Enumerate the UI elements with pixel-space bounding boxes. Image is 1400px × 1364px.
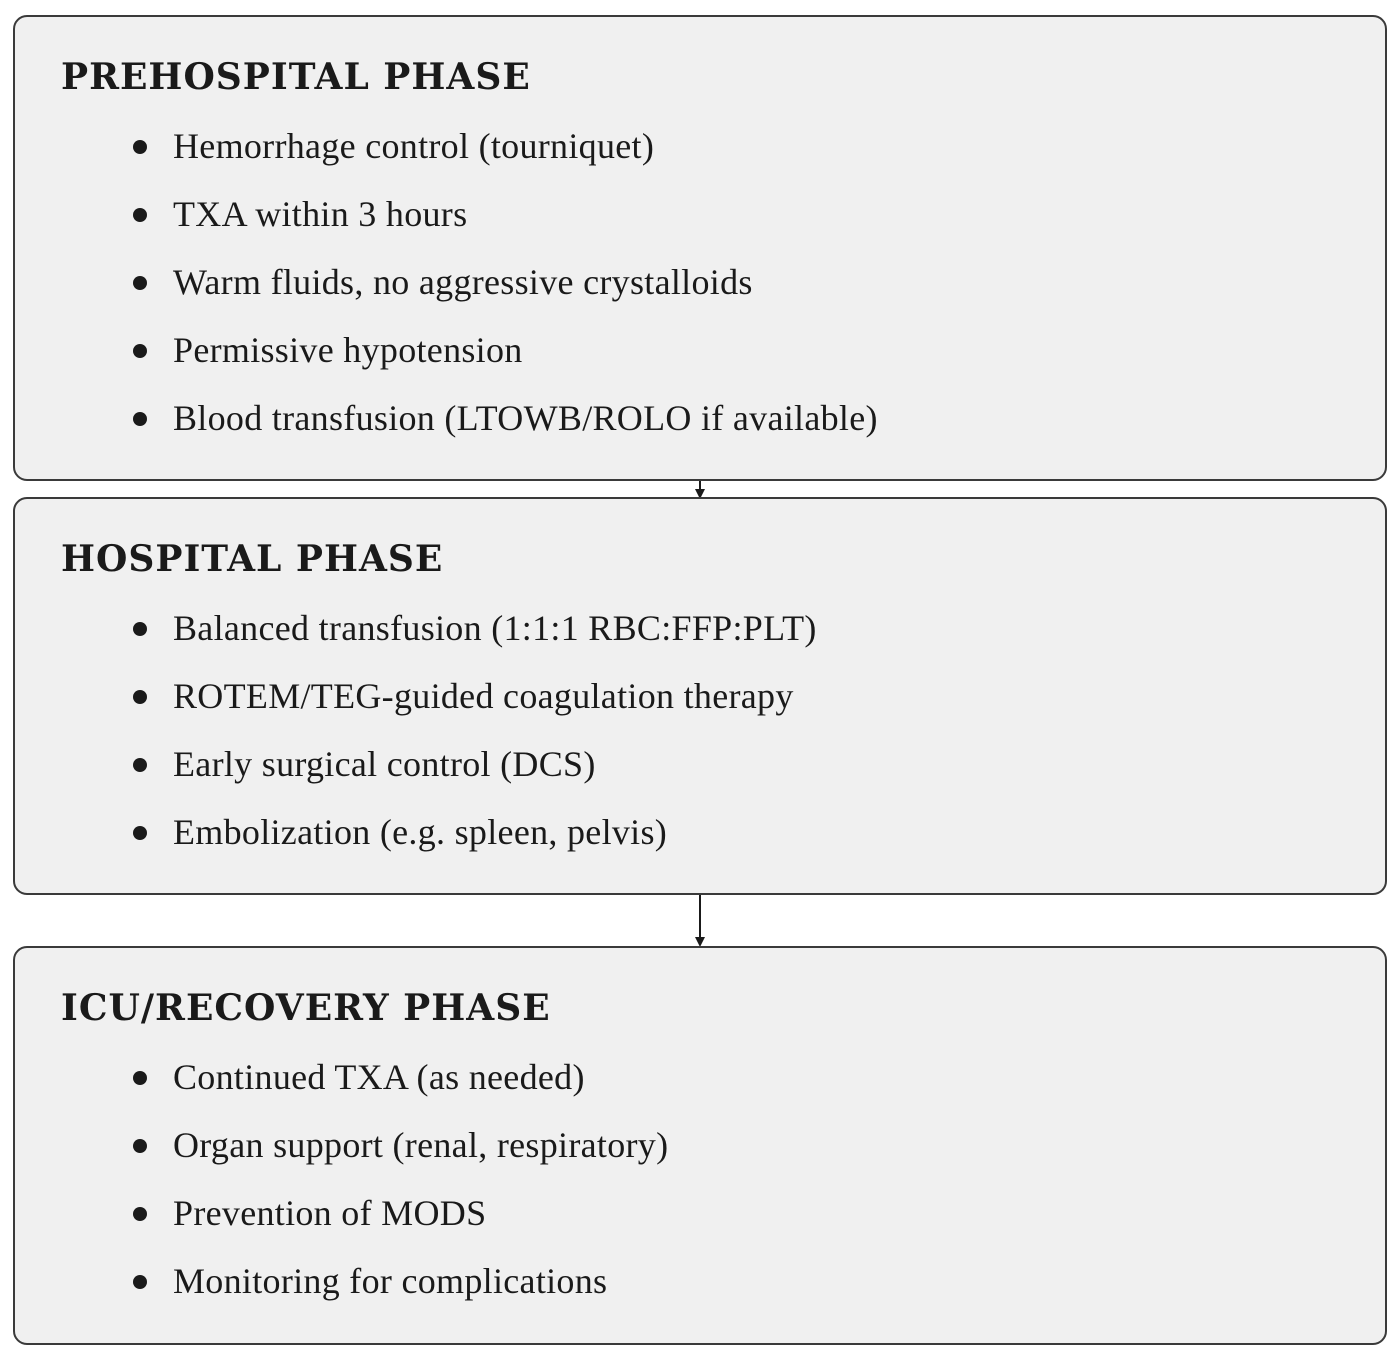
list-item-text: Balanced transfusion (1:1:1 RBC:FFP:PLT): [173, 608, 817, 648]
list-item-text: TXA within 3 hours: [173, 194, 468, 234]
list-item: [15, 325, 878, 393]
bullet-icon: [133, 758, 147, 772]
bullet-icon: [133, 690, 147, 704]
bullet-icon: [133, 1275, 147, 1289]
list-item-text: Prevention of MODS: [173, 1193, 487, 1233]
bullet-icon: [133, 276, 147, 290]
list-item: [15, 603, 817, 671]
hospital-phase-box: [13, 497, 1387, 895]
bullet-icon: [133, 140, 147, 154]
prehospital-phase-title: PREHOSPITAL PHASE: [61, 56, 531, 98]
list-item: [15, 807, 817, 875]
list-item-text: Early surgical control (DCS): [173, 744, 596, 784]
list-item: [15, 189, 878, 257]
bullet-icon: [133, 826, 147, 840]
list-item: [15, 121, 878, 189]
icu-recovery-phase-box: [13, 946, 1387, 1345]
list-item: [15, 1120, 668, 1188]
list-item: [15, 393, 878, 461]
list-item: [15, 739, 817, 807]
list-item-text: Permissive hypotension: [173, 330, 523, 370]
bullet-icon: [133, 344, 147, 358]
bullet-icon: [133, 1207, 147, 1221]
list-item: [15, 257, 878, 325]
list-item-text: Blood transfusion (LTOWB/ROLO if available): [173, 398, 878, 438]
list-item: [15, 1256, 668, 1324]
list-item-text: Hemorrhage control (tourniquet): [173, 126, 655, 166]
hospital-phase-title: HOSPITAL PHASE: [61, 538, 444, 580]
bullet-icon: [133, 622, 147, 636]
list-item-text: Embolization (e.g. spleen, pelvis): [173, 812, 668, 852]
bullet-icon: [133, 412, 147, 426]
list-item-text: ROTEM/TEG-guided coagulation therapy: [173, 676, 794, 716]
list-item-text: Monitoring for complications: [173, 1261, 608, 1301]
hospital-phase-list: [15, 603, 817, 875]
list-item: [15, 671, 817, 739]
prehospital-phase-box: [13, 15, 1387, 481]
bullet-icon: [133, 1071, 147, 1085]
prehospital-phase-list: [15, 121, 878, 461]
icu-recovery-phase-title: ICU/RECOVERY PHASE: [61, 987, 551, 1029]
icu-recovery-phase-list: [15, 1052, 668, 1324]
bullet-icon: [133, 1139, 147, 1153]
list-item-text: Organ support (renal, respiratory): [173, 1125, 669, 1165]
list-item: [15, 1188, 668, 1256]
bullet-icon: [133, 208, 147, 222]
list-item-text: Warm fluids, no aggressive crystalloids: [173, 262, 753, 302]
list-item-text: Continued TXA (as needed): [173, 1057, 585, 1097]
list-item: [15, 1052, 668, 1120]
